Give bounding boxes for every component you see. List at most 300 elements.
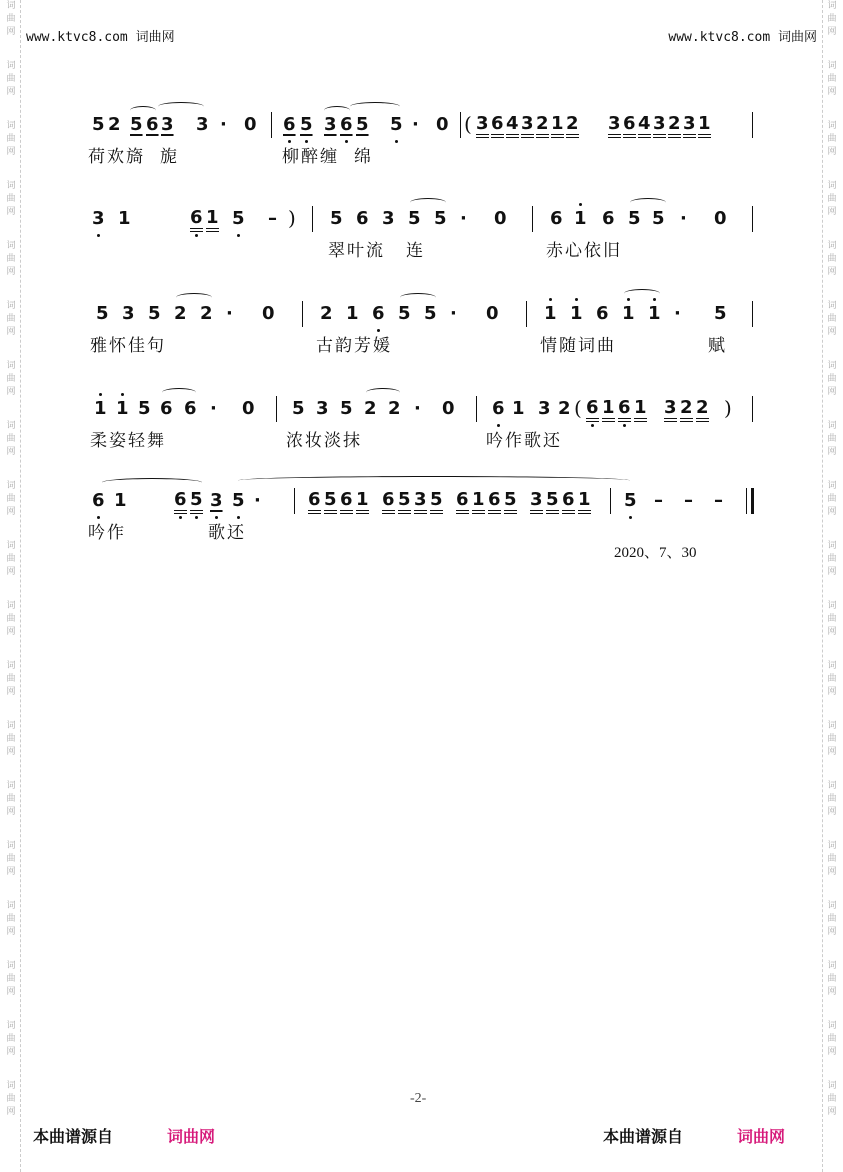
note: 5	[624, 490, 637, 511]
slur	[410, 198, 446, 207]
note: 6	[92, 490, 105, 511]
watermark-group	[6, 60, 15, 99]
watermark-glyph: 曲	[6, 494, 16, 504]
watermark-glyph: 网	[827, 867, 837, 877]
notes-row	[88, 112, 756, 140]
watermark-glyph: 曲	[827, 134, 837, 144]
watermark-glyph: 词	[827, 901, 837, 911]
note: 3	[316, 398, 329, 419]
note: 6	[488, 490, 501, 514]
slur	[630, 198, 666, 207]
header-url[interactable]: www.ktvc8.com	[26, 30, 128, 45]
note: 6	[491, 114, 504, 138]
watermark-glyph: 网	[6, 447, 16, 457]
watermark-glyph: 曲	[6, 314, 16, 324]
watermark-glyph: 曲	[6, 74, 16, 84]
note: 3	[664, 398, 677, 422]
watermark-glyph: 曲	[6, 134, 16, 144]
watermark-glyph: 词	[827, 781, 837, 791]
dot: ·	[680, 208, 687, 229]
watermark-glyph: 曲	[827, 194, 837, 204]
footer-source-label: 本曲谱源自	[603, 1127, 684, 1146]
dot: ·	[412, 114, 419, 135]
page-number: -2-	[410, 1091, 427, 1106]
note: 1	[94, 398, 107, 419]
watermark-glyph: 词	[827, 241, 837, 251]
note: 1	[622, 303, 635, 324]
slur	[102, 478, 202, 487]
watermark-glyph: 词	[827, 181, 837, 191]
slur	[366, 388, 400, 397]
dot: ·	[460, 208, 467, 229]
watermark-glyph: 词	[827, 601, 837, 611]
watermark-glyph: 网	[6, 867, 16, 877]
notes-row	[88, 396, 756, 424]
dot: ·	[450, 303, 457, 324]
watermark-group	[827, 480, 836, 519]
watermark-glyph: 曲	[6, 14, 16, 24]
watermark-glyph: 词	[6, 901, 16, 911]
watermark-group	[827, 120, 836, 159]
note: 1	[346, 303, 359, 324]
watermark-glyph: 曲	[6, 854, 16, 864]
watermark-glyph: 词	[6, 181, 16, 191]
note: 0	[242, 398, 255, 419]
dot: ·	[414, 398, 421, 419]
note: 6	[586, 398, 599, 422]
dash: –	[714, 490, 723, 511]
watermark-group	[6, 120, 15, 159]
watermark-glyph: 词	[6, 781, 16, 791]
lyric: 歌还	[208, 523, 246, 543]
paren-open: (	[574, 396, 582, 420]
dash: –	[654, 490, 663, 511]
note: 6	[618, 398, 631, 422]
high-octave-dot	[549, 298, 552, 301]
note: 5	[138, 398, 151, 419]
watermark-glyph: 曲	[827, 314, 837, 324]
note: 3	[210, 490, 223, 511]
watermark-glyph: 词	[6, 961, 16, 971]
watermark-glyph: 词	[827, 1, 837, 11]
note: 6	[550, 208, 563, 229]
note: 5	[300, 114, 313, 135]
note: 6	[160, 398, 173, 419]
watermark-glyph: 网	[6, 1047, 16, 1057]
watermark-group	[6, 360, 15, 399]
watermark-glyph: 曲	[6, 794, 16, 804]
dot: ·	[226, 303, 233, 324]
right-watermark-strip	[822, 0, 841, 1172]
lyric: 旎	[160, 147, 179, 167]
note: 3	[653, 114, 666, 138]
slur	[238, 476, 630, 485]
watermark-glyph: 网	[827, 387, 837, 397]
header-left	[26, 26, 175, 45]
watermark-glyph: 曲	[827, 734, 837, 744]
watermark-glyph: 网	[827, 267, 837, 277]
watermark-group	[6, 240, 15, 279]
watermark-group	[827, 420, 836, 459]
watermark-group	[827, 960, 836, 999]
watermark-glyph: 网	[6, 387, 16, 397]
slur	[162, 388, 196, 397]
high-octave-dot	[579, 203, 582, 206]
watermark-group	[827, 1020, 836, 1059]
footer-brand-link[interactable]: 词曲网	[737, 1127, 786, 1146]
watermark-glyph: 词	[6, 541, 16, 551]
note: 2	[174, 303, 187, 324]
low-octave-dot	[195, 516, 198, 519]
note: 5	[148, 303, 161, 324]
note: 2	[364, 398, 377, 419]
watermark-group	[6, 300, 15, 339]
notes-row	[88, 301, 756, 329]
notes-row	[88, 488, 756, 516]
note: 0	[436, 114, 449, 135]
notes-row	[88, 206, 756, 234]
note: 6	[356, 208, 369, 229]
watermark-glyph: 词	[827, 541, 837, 551]
watermark-glyph: 曲	[6, 1094, 16, 1104]
watermark-glyph: 网	[827, 507, 837, 517]
watermark-glyph: 网	[827, 567, 837, 577]
watermark-glyph: 网	[827, 987, 837, 997]
watermark-glyph: 网	[6, 987, 16, 997]
watermark-group	[6, 960, 15, 999]
watermark-group	[6, 660, 15, 699]
barline	[302, 301, 303, 327]
note: 0	[442, 398, 455, 419]
watermark-glyph: 网	[827, 627, 837, 637]
watermark-group	[6, 1080, 15, 1119]
dot: ·	[674, 303, 681, 324]
note: 1	[602, 398, 615, 422]
note: 2	[200, 303, 213, 324]
low-octave-dot	[395, 140, 398, 143]
watermark-glyph: 词	[6, 721, 16, 731]
note: 6	[340, 490, 353, 514]
note: 3	[608, 114, 621, 138]
watermark-glyph: 词	[6, 301, 16, 311]
note: 1	[116, 398, 129, 419]
note: 6	[596, 303, 609, 324]
note: 5	[398, 490, 411, 514]
watermark-glyph: 网	[6, 687, 16, 697]
watermark-glyph: 网	[6, 87, 16, 97]
watermark-glyph: 曲	[827, 974, 837, 984]
watermark-glyph: 曲	[6, 554, 16, 564]
watermark-glyph: 网	[827, 1107, 837, 1117]
low-octave-dot	[591, 424, 594, 427]
watermark-glyph: 词	[6, 1021, 16, 1031]
watermark-group	[827, 660, 836, 699]
watermark-group	[827, 900, 836, 939]
header-url[interactable]: www.ktvc8.com	[668, 30, 771, 45]
dot: ·	[220, 114, 227, 135]
watermark-glyph: 曲	[6, 734, 16, 744]
watermark-glyph: 网	[6, 627, 16, 637]
lyric: 雅怀佳句	[90, 336, 166, 356]
watermark-glyph: 词	[827, 421, 837, 431]
watermark-group	[827, 780, 836, 819]
watermark-glyph: 词	[6, 241, 16, 251]
watermark-glyph: 网	[827, 147, 837, 157]
watermark-group	[6, 0, 15, 39]
high-octave-dot	[627, 298, 630, 301]
watermark-glyph: 网	[6, 807, 16, 817]
watermark-glyph: 曲	[827, 494, 837, 504]
note: 5	[430, 490, 443, 514]
watermark-glyph: 词	[6, 841, 16, 851]
note: 5	[628, 208, 641, 229]
lyric: 荷欢旖	[88, 147, 145, 167]
watermark-glyph: 网	[827, 1047, 837, 1057]
slur	[624, 289, 660, 298]
barline	[526, 301, 527, 327]
watermark-glyph: 词	[827, 481, 837, 491]
lyric: 情随词曲	[540, 336, 616, 356]
low-octave-dot	[237, 234, 240, 237]
barline	[532, 206, 533, 232]
lyric: 吟作	[88, 523, 126, 543]
note: 1	[118, 208, 131, 229]
watermark-group	[827, 540, 836, 579]
watermark-glyph: 曲	[827, 794, 837, 804]
low-octave-dot	[623, 424, 626, 427]
watermark-glyph: 网	[827, 27, 837, 37]
high-octave-dot	[121, 393, 124, 396]
note: 5	[424, 303, 437, 324]
note: 1	[114, 490, 127, 511]
note: 6	[372, 303, 385, 324]
low-octave-dot	[97, 234, 100, 237]
watermark-glyph: 曲	[827, 1094, 837, 1104]
note: 3	[521, 114, 534, 138]
watermark-group	[827, 300, 836, 339]
header-right	[668, 26, 817, 45]
left-watermark-strip	[2, 0, 21, 1172]
note: 5	[232, 208, 245, 229]
note: 6	[562, 490, 575, 514]
note: 4	[638, 114, 651, 138]
watermark-glyph: 曲	[6, 254, 16, 264]
watermark-group	[6, 540, 15, 579]
note: 6	[623, 114, 636, 138]
watermark-glyph: 曲	[827, 674, 837, 684]
watermark-glyph: 词	[6, 601, 16, 611]
watermark-glyph: 网	[6, 927, 16, 937]
header-site-name: 词曲网	[135, 30, 175, 45]
low-octave-dot	[195, 234, 198, 237]
footer-source-right	[603, 1124, 785, 1147]
score-line-2	[88, 206, 756, 266]
lyric: 翠叶流	[328, 241, 385, 261]
note: 5	[190, 490, 203, 514]
note: 6	[184, 398, 197, 419]
watermark-glyph: 曲	[827, 854, 837, 864]
watermark-glyph: 网	[6, 27, 16, 37]
watermark-glyph: 词	[6, 121, 16, 131]
slur	[350, 102, 400, 111]
note: 1	[356, 490, 369, 514]
watermark-glyph: 词	[6, 421, 16, 431]
watermark-glyph: 曲	[6, 614, 16, 624]
watermark-glyph: 词	[827, 1021, 837, 1031]
watermark-glyph: 曲	[827, 914, 837, 924]
watermark-glyph: 词	[6, 1, 16, 11]
watermark-group	[827, 180, 836, 219]
note: 5	[546, 490, 559, 514]
slur	[176, 293, 212, 302]
note: 3	[122, 303, 135, 324]
watermark-glyph: 网	[6, 1107, 16, 1117]
watermark-glyph: 网	[6, 267, 16, 277]
note: 3	[538, 398, 551, 419]
note: 1	[648, 303, 661, 324]
note: 1	[472, 490, 485, 514]
note: 6	[308, 490, 321, 514]
lyric: 古韵芳媛	[316, 336, 392, 356]
note: 6	[146, 114, 159, 135]
note: 2	[388, 398, 401, 419]
paren-open: (	[464, 112, 472, 136]
note: 2	[320, 303, 333, 324]
note: 0	[714, 208, 727, 229]
slur	[158, 102, 204, 111]
watermark-group	[6, 420, 15, 459]
watermark-glyph: 网	[827, 207, 837, 217]
watermark-group	[6, 600, 15, 639]
watermark-group	[827, 360, 836, 399]
note: 1	[206, 208, 219, 232]
watermark-glyph: 词	[6, 661, 16, 671]
note: 5	[504, 490, 517, 514]
watermark-glyph: 曲	[6, 374, 16, 384]
watermark-group	[6, 480, 15, 519]
watermark-glyph: 曲	[827, 74, 837, 84]
lyric: 连	[406, 241, 425, 261]
watermark-glyph: 网	[827, 687, 837, 697]
note: 3	[476, 114, 489, 138]
barline	[752, 206, 753, 232]
watermark-group	[827, 840, 836, 879]
high-octave-dot	[653, 298, 656, 301]
dash: –	[268, 208, 277, 229]
watermark-glyph: 网	[6, 327, 16, 337]
score-line-1	[88, 112, 756, 172]
note: 6	[174, 490, 187, 514]
watermark-glyph: 曲	[827, 1034, 837, 1044]
lyric: 浓妆淡抹	[286, 431, 362, 451]
barline	[752, 301, 753, 327]
watermark-group	[6, 900, 15, 939]
note: 0	[262, 303, 275, 324]
barline	[276, 396, 277, 422]
slur	[400, 293, 436, 302]
watermark-group	[827, 1080, 836, 1119]
watermark-glyph: 网	[827, 927, 837, 937]
note: 3	[324, 114, 337, 135]
barline	[294, 488, 295, 514]
note: 5	[340, 398, 353, 419]
note: 5	[398, 303, 411, 324]
paren-close: )	[724, 396, 732, 420]
watermark-glyph: 曲	[827, 614, 837, 624]
watermark-group	[827, 600, 836, 639]
note: 2	[680, 398, 693, 422]
watermark-glyph: 曲	[6, 974, 16, 984]
note: 3	[161, 114, 174, 135]
watermark-glyph: 网	[6, 747, 16, 757]
watermark-glyph: 网	[6, 567, 16, 577]
footer-source-label: 本曲谱源自	[33, 1127, 114, 1146]
watermark-glyph: 词	[6, 61, 16, 71]
high-octave-dot	[99, 393, 102, 396]
note: 5	[130, 114, 143, 135]
note: 0	[494, 208, 507, 229]
dash: –	[684, 490, 693, 511]
watermark-glyph: 词	[827, 721, 837, 731]
watermark-glyph: 网	[6, 147, 16, 157]
barline	[476, 396, 477, 422]
watermark-glyph: 曲	[827, 254, 837, 264]
footer-brand-link[interactable]: 词曲网	[167, 1127, 216, 1146]
note: 2	[668, 114, 681, 138]
lyric: 柔姿轻舞	[90, 431, 166, 451]
watermark-glyph: 网	[827, 87, 837, 97]
watermark-glyph: 曲	[6, 914, 16, 924]
paren-close: )	[288, 206, 296, 230]
lyric: 柳醉缠	[282, 147, 339, 167]
watermark-glyph: 曲	[6, 1034, 16, 1044]
note: 5	[434, 208, 447, 229]
watermark-group	[6, 180, 15, 219]
watermark-glyph: 曲	[6, 674, 16, 684]
note: 5	[356, 114, 369, 135]
note: 4	[506, 114, 519, 138]
lyric: 绵	[354, 147, 373, 167]
barline	[610, 488, 611, 514]
watermark-group	[827, 720, 836, 759]
note: 0	[244, 114, 257, 135]
note: 3	[382, 208, 395, 229]
watermark-glyph: 曲	[827, 554, 837, 564]
watermark-glyph: 网	[6, 207, 16, 217]
slur	[130, 106, 156, 115]
note: 2	[108, 114, 121, 135]
watermark-group	[827, 0, 836, 39]
barline	[271, 112, 272, 138]
final-barline-thick	[751, 488, 754, 514]
watermark-glyph: 词	[6, 1081, 16, 1091]
watermark-glyph: 网	[827, 747, 837, 757]
watermark-glyph: 曲	[6, 194, 16, 204]
note: 3	[92, 208, 105, 229]
note: 2	[536, 114, 549, 138]
note: 2	[696, 398, 709, 422]
watermark-glyph: 词	[827, 121, 837, 131]
dot: ·	[254, 490, 261, 511]
watermark-glyph: 曲	[6, 434, 16, 444]
note: 1	[570, 303, 583, 324]
note: 6	[283, 114, 296, 135]
note: 3	[683, 114, 696, 138]
note: 5	[330, 208, 343, 229]
note: 5	[292, 398, 305, 419]
watermark-group	[6, 780, 15, 819]
watermark-group	[6, 720, 15, 759]
